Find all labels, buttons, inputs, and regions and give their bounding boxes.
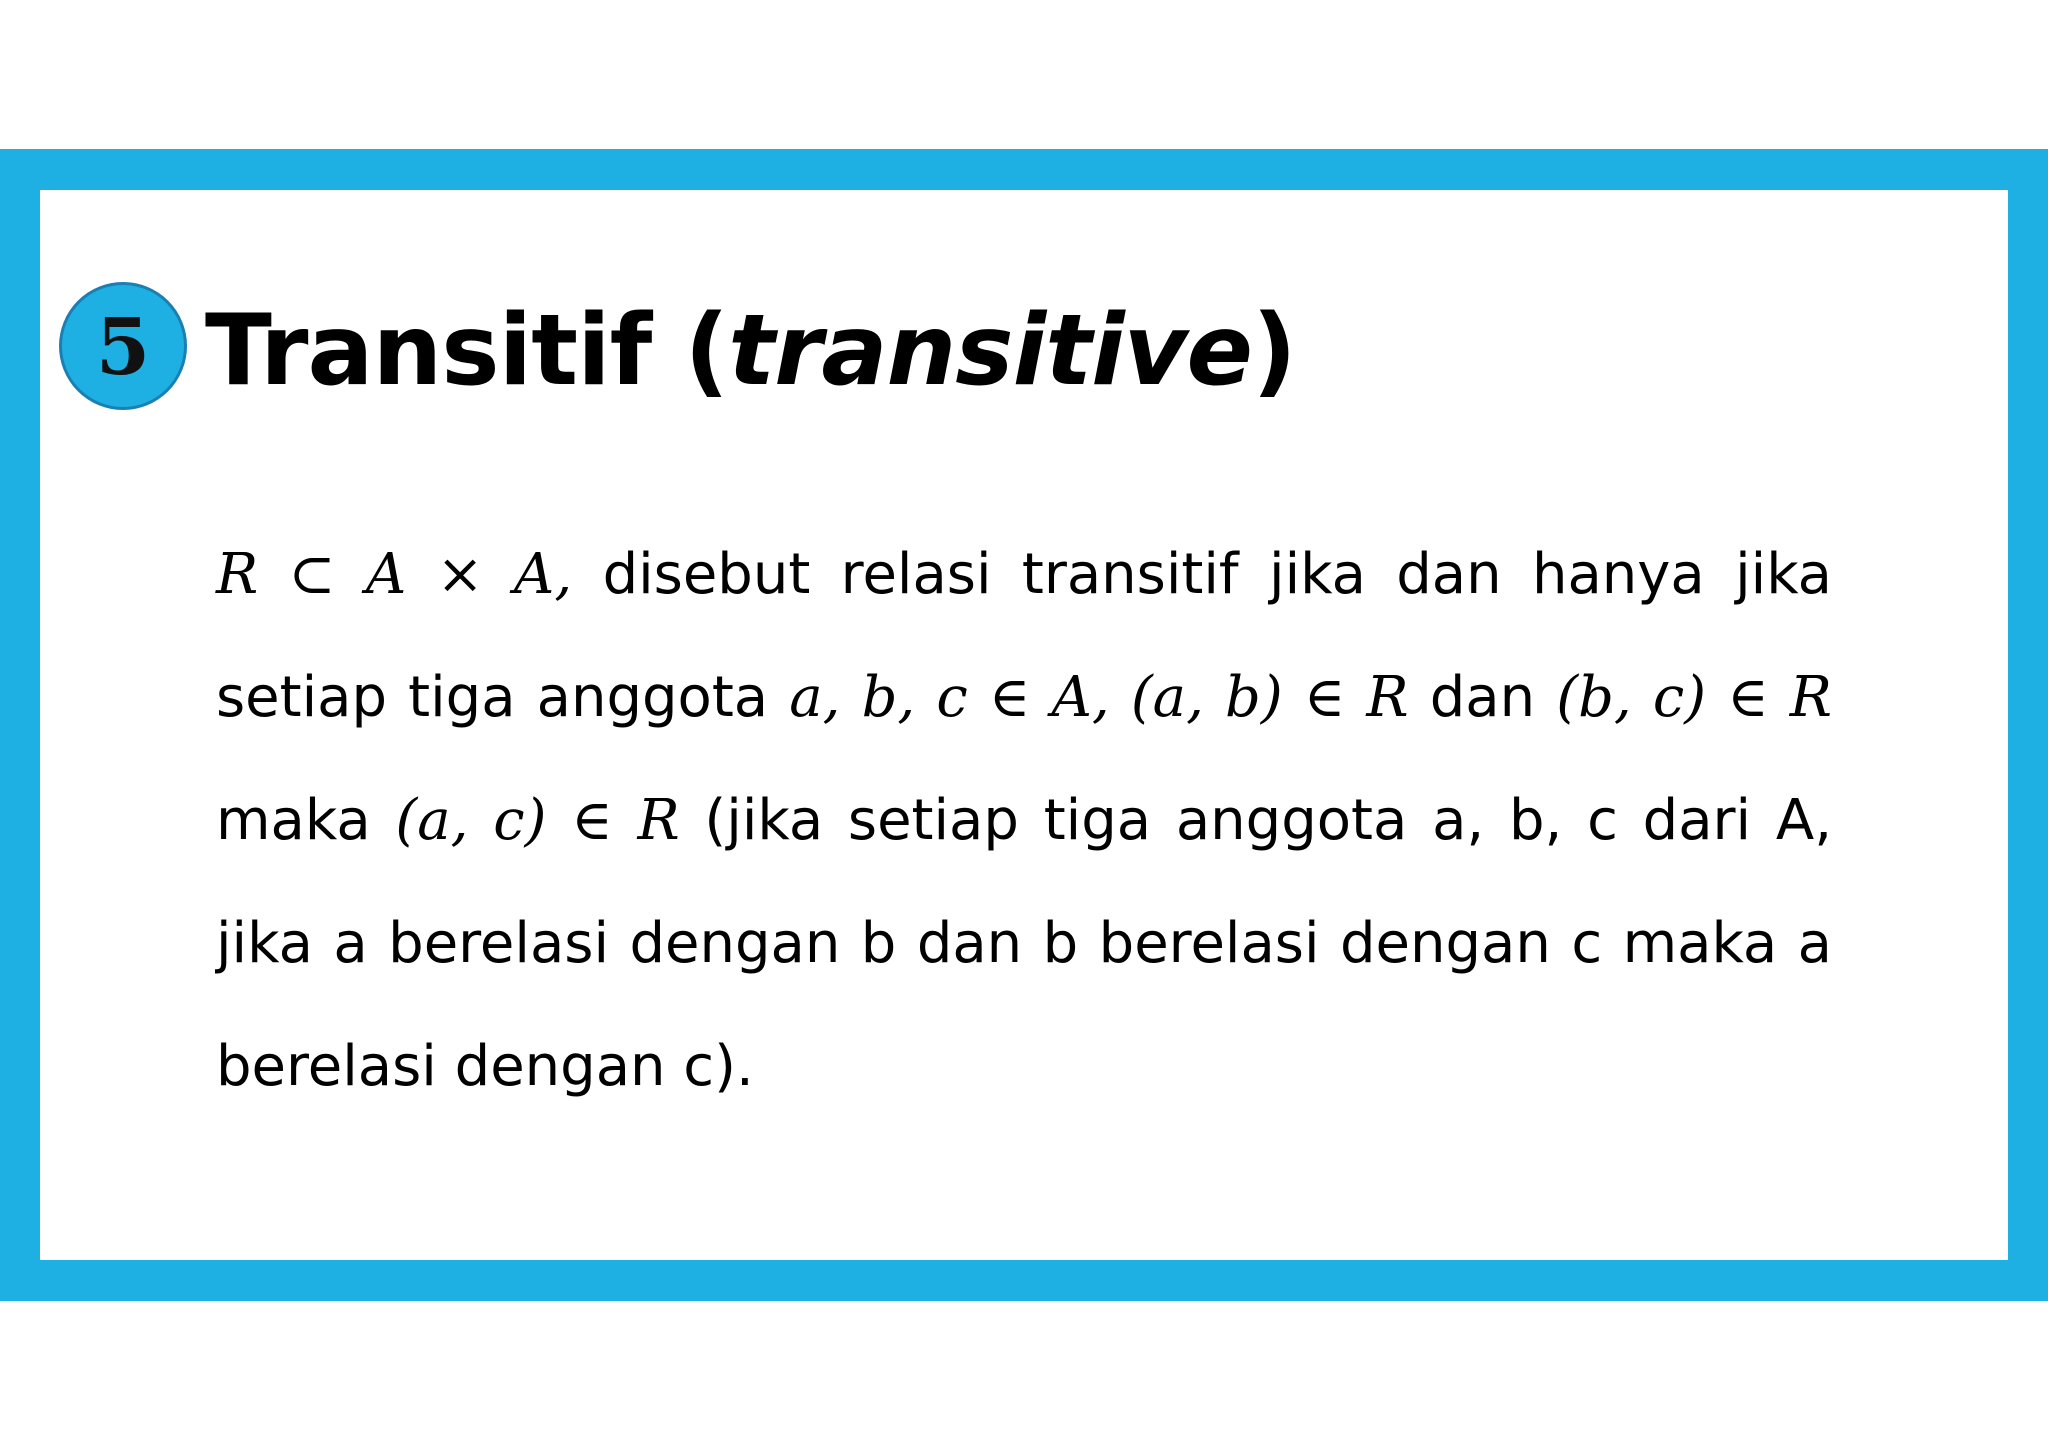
title-open-paren: ( — [651, 294, 729, 408]
definition-line-3 — [216, 779, 1832, 902]
math-expression: (a, b) ∈ R — [1130, 665, 1409, 730]
line-text: setiap tiga anggota — [216, 665, 769, 730]
slide-title — [205, 296, 1296, 406]
line-text: jika a berelasi dengan b dan b berelasi dengan c maka a — [216, 911, 1832, 976]
title-close-paren: ) — [1252, 294, 1296, 408]
definition-line-4 — [216, 902, 1832, 1025]
title-main: Transitif — [205, 294, 652, 408]
line-text: maka — [216, 788, 371, 853]
line-text: berelasi dengan c). — [216, 1034, 754, 1099]
math-expression: (a, c) ∈ R — [395, 788, 680, 853]
badge-number: 5 — [95, 302, 151, 393]
line-text: dan — [1429, 665, 1536, 730]
title-italic-term: transitive — [728, 294, 1253, 408]
line-text: disebut relasi transitif jika dan hanya jika — [602, 542, 1832, 607]
math-expression: R ⊂ A × A, — [216, 542, 573, 607]
math-expression: (b, c) ∈ R — [1556, 665, 1832, 730]
definition-line-2 — [216, 656, 1832, 779]
definition-paragraph — [216, 533, 1832, 1148]
definition-line-5 — [216, 1025, 1832, 1148]
math-expression: a, b, c ∈ A, — [789, 665, 1110, 730]
number-badge — [59, 282, 187, 410]
definition-line-1 — [216, 533, 1832, 656]
line-text: (jika setiap tiga anggota a, b, c dari A, — [704, 788, 1832, 853]
